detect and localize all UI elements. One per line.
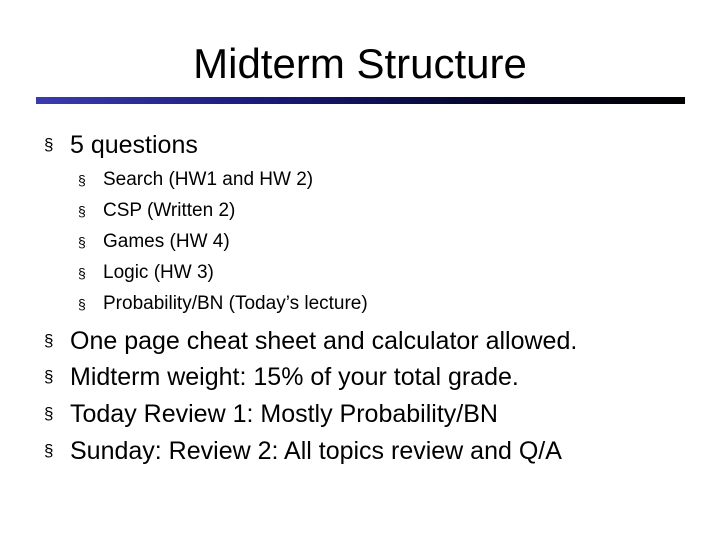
- sub-bullet-text: Logic (HW 3): [103, 262, 214, 283]
- slide-title: Midterm Structure: [193, 40, 527, 87]
- bullet-text: One page cheat sheet and calculator allowed.: [70, 327, 578, 355]
- sub-bullet-marker: §: [78, 265, 86, 281]
- sub-bullet-marker: §: [78, 296, 86, 312]
- sub-bullet-marker: §: [78, 203, 86, 219]
- bullet-marker: §: [44, 441, 54, 460]
- bullet-text: Midterm weight: 15% of your total grade.: [70, 363, 519, 391]
- sub-bullet-text: Search (HW1 and HW 2): [103, 169, 314, 190]
- sub-bullet-text: CSP (Written 2): [103, 200, 236, 221]
- bullet-text: Sunday: Review 2: All topics review and Q/A: [70, 437, 562, 465]
- sub-bullet-marker: §: [78, 172, 86, 188]
- bullet-marker: §: [44, 367, 54, 386]
- bullet-text: 5 questions: [70, 131, 198, 159]
- bullet-text: Today Review 1: Mostly Probability/BN: [70, 400, 498, 428]
- sub-bullet-text: Probability/BN (Today’s lecture): [103, 293, 368, 314]
- sub-bullet-text: Games (HW 4): [103, 231, 230, 252]
- bullet-marker: §: [44, 331, 54, 350]
- title-divider: [36, 97, 685, 104]
- sub-bullet-marker: §: [78, 234, 86, 250]
- bullet-marker: §: [44, 135, 54, 154]
- bullet-marker: §: [44, 404, 54, 423]
